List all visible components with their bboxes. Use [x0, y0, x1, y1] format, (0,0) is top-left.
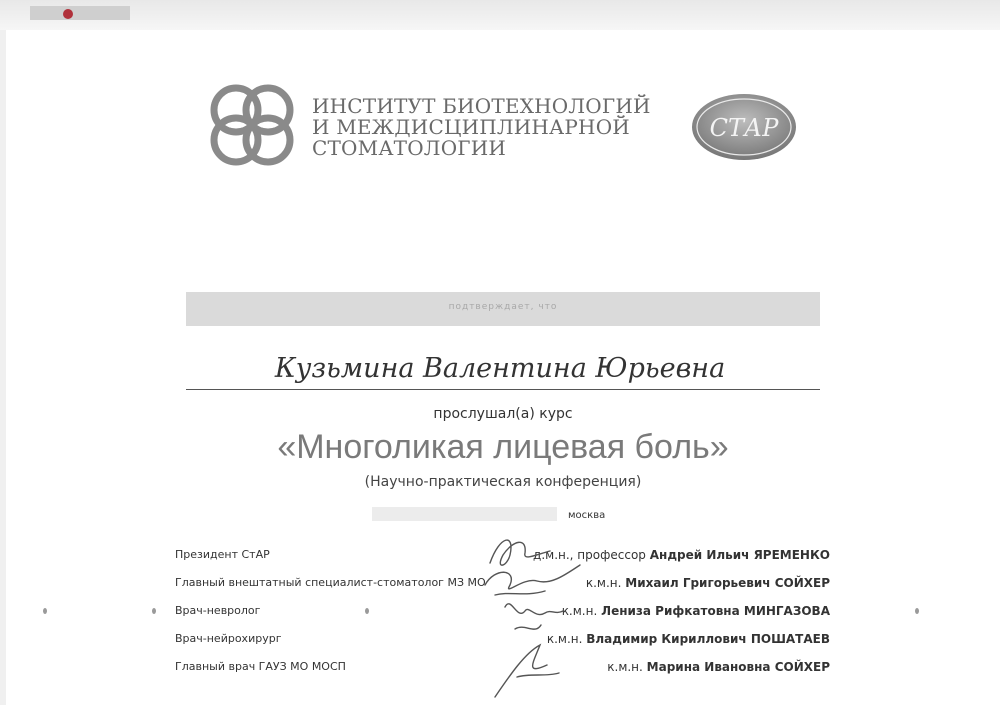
signatory-role: Врач-нейрохирург — [175, 632, 282, 645]
confirmation-text: подтверждает, что — [448, 302, 558, 312]
scan-top-border — [0, 0, 1000, 30]
signatory-name: Лениза Рифкатовна МИНГАЗОВА — [601, 604, 830, 618]
institute-name-line-3: СТОМАТОЛОГИИ — [312, 136, 507, 160]
signatory-name: Марина Ивановна СОЙХЕР — [646, 660, 830, 674]
signatory-credentials: д.м.н., профессор Андрей Ильич ЯРЕМЕНКО — [533, 548, 830, 562]
scan-red-mark — [63, 9, 73, 19]
signatory-name: Владимир Кириллович ПОШАТАЕВ — [586, 632, 830, 646]
signatory-role: Главный внештатный специалист-стоматолог МЗ МО — [175, 576, 486, 589]
signatory-role: Главный врач ГАУЗ МО МОСП — [175, 660, 346, 673]
name-underline — [186, 389, 820, 390]
institute-logo-icon — [206, 78, 300, 172]
institute-name — [312, 94, 651, 160]
signatory-role: Президент СтАР — [175, 548, 270, 561]
star-association-logo-icon — [690, 92, 798, 162]
star-logo-text: СТАР — [709, 114, 779, 142]
city-label: москва — [568, 510, 606, 521]
signatory-credentials: к.м.н. Марина Ивановна СОЙХЕР — [607, 660, 830, 674]
institute-name-line-2: И МЕЖДИСЦИПЛИНАРНОЙ — [312, 115, 630, 139]
course-title: «Многоликая лицевая боль» — [277, 428, 729, 466]
signatory-credentials: к.м.н. Лениза Рифкатовна МИНГАЗОВА — [561, 604, 830, 618]
scan-punch-mark — [365, 608, 369, 614]
signatory-credentials: к.м.н. Михаил Григорьевич СОЙХЕР — [585, 576, 830, 590]
handwritten-signatures — [455, 525, 605, 705]
course-subtitle: (Научно-практическая конференция) — [364, 474, 642, 490]
signatory-name: Андрей Ильич ЯРЕМЕНКО — [649, 548, 830, 562]
date-redacted — [372, 507, 557, 521]
scan-punch-mark — [43, 608, 47, 614]
scan-punch-mark — [152, 608, 156, 614]
signatory-credentials: к.м.н. Владимир Кириллович ПОШАТАЕВ — [546, 632, 830, 646]
scan-punch-mark — [915, 608, 919, 614]
signatory-role: Врач-невролог — [175, 604, 261, 617]
scan-stamp-mark — [30, 6, 130, 20]
listened-label: прослушал(а) курс — [433, 406, 573, 422]
recipient-name: Кузьмина Валентина Юрьевна — [274, 353, 726, 384]
signatory-name: Михаил Григорьевич СОЙХЕР — [625, 576, 830, 590]
institute-name-line-1: ИНСТИТУТ БИОТЕХНОЛОГИЙ — [312, 94, 651, 118]
